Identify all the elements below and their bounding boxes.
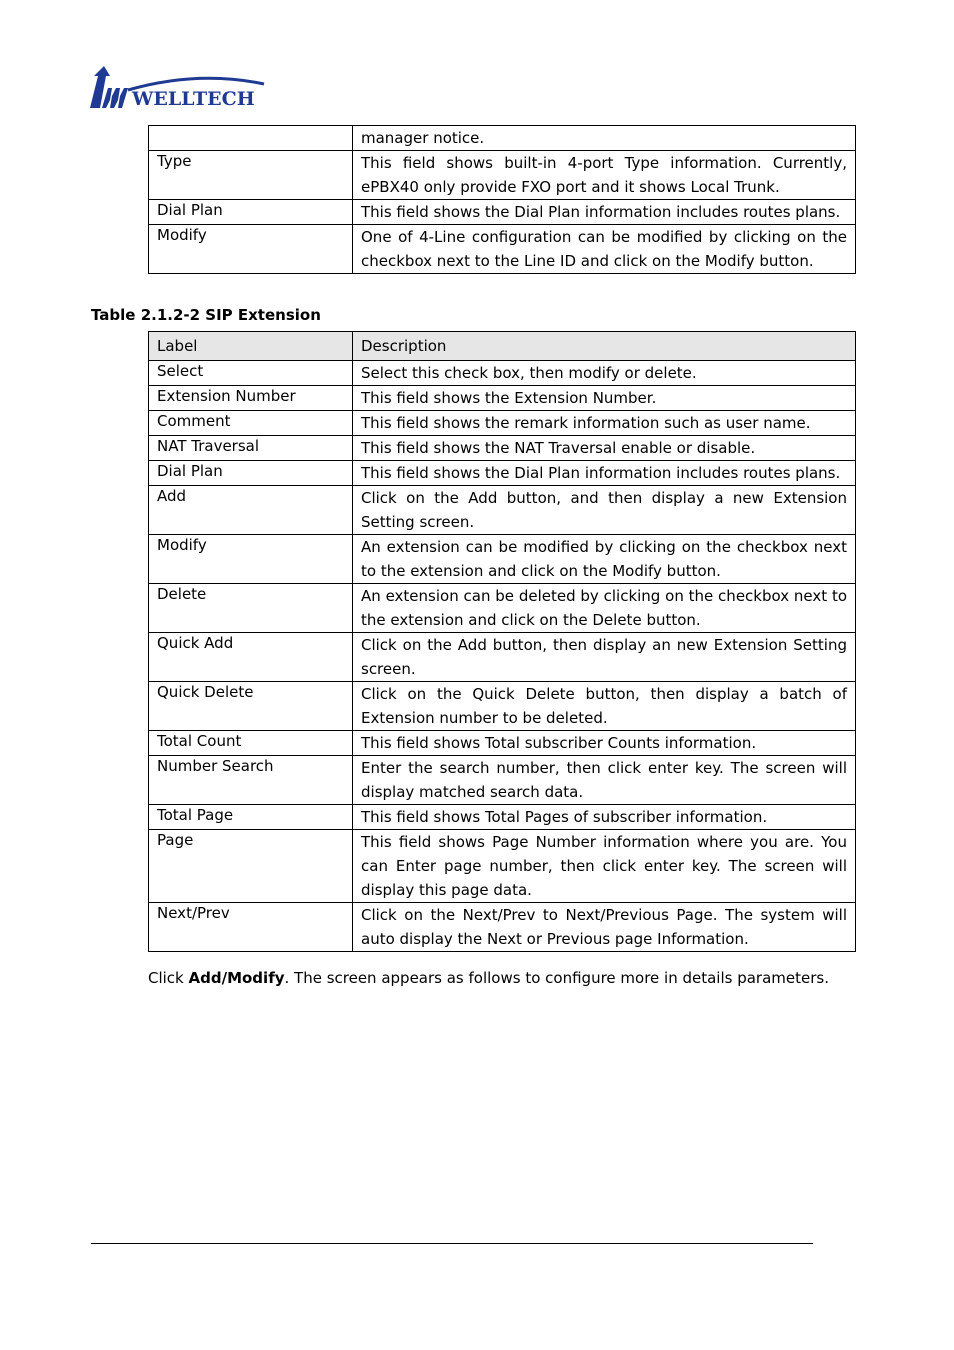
row-label: Quick Add — [149, 633, 353, 682]
row-description: This field shows Total Pages of subscriber information. — [353, 805, 856, 830]
table-row — [149, 633, 856, 682]
row-label: Select — [149, 361, 353, 386]
table-row — [149, 361, 856, 386]
welltech-logo — [88, 66, 268, 110]
svg-text:WELLTECH: WELLTECH — [132, 88, 255, 110]
row-description: Click on the Add button, and then display a new Extension Setting screen. — [353, 486, 856, 535]
row-label: Dial Plan — [149, 461, 353, 486]
row-description: This field shows the Dial Plan information includes routes plans. — [353, 461, 856, 486]
table-row — [149, 126, 856, 151]
table-row — [149, 903, 856, 952]
row-label: Dial Plan — [149, 200, 353, 225]
row-label: Quick Delete — [149, 682, 353, 731]
table-row — [149, 756, 856, 805]
row-label: Number Search — [149, 756, 353, 805]
row-description: This field shows Total subscriber Counts information. — [353, 731, 856, 756]
row-description: Enter the search number, then click enter key. The screen will display matched search data. — [353, 756, 856, 805]
table-row — [149, 584, 856, 633]
table-row — [149, 535, 856, 584]
row-label: Comment — [149, 411, 353, 436]
table-row — [149, 151, 856, 200]
table-row — [149, 731, 856, 756]
instruction-paragraph: Click Add/Modify. The screen appears as follows to configure more in details parameters. — [148, 969, 829, 987]
row-description: This field shows the Dial Plan information includes routes plans. — [353, 200, 856, 225]
table-row — [149, 386, 856, 411]
row-description: manager notice. — [353, 126, 856, 151]
table-caption: Table 2.1.2-2 SIP Extension — [91, 306, 321, 324]
header-description: Description — [353, 332, 856, 361]
row-description: Click on the Next/Prev to Next/Previous Page. The system will auto display the Next or Previous page Information. — [353, 903, 856, 952]
table-row — [149, 411, 856, 436]
row-label: Extension Number — [149, 386, 353, 411]
table-header-row — [149, 332, 856, 361]
row-description: This field shows built-in 4-port Type information. Currently, ePBX40 only provide FXO port and it shows Local Trunk. — [353, 151, 856, 200]
row-label: Add — [149, 486, 353, 535]
header-label: Label — [149, 332, 353, 361]
row-description: Click on the Quick Delete button, then display a batch of Extension number to be deleted. — [353, 682, 856, 731]
row-label: Type — [149, 151, 353, 200]
table-row — [149, 682, 856, 731]
row-description: Click on the Add button, then display an new Extension Setting screen. — [353, 633, 856, 682]
row-label: Delete — [149, 584, 353, 633]
table-row — [149, 830, 856, 903]
row-label: Next/Prev — [149, 903, 353, 952]
continued-table — [148, 125, 856, 274]
table-row — [149, 200, 856, 225]
add-modify-emphasis: Add/Modify — [188, 969, 285, 987]
row-description: This field shows the Extension Number. — [353, 386, 856, 411]
row-label: Total Count — [149, 731, 353, 756]
row-description: An extension can be deleted by clicking on the checkbox next to the extension and click on the Delete button. — [353, 584, 856, 633]
row-description: This field shows the NAT Traversal enable or disable. — [353, 436, 856, 461]
row-label — [149, 126, 353, 151]
row-description: This field shows the remark information such as user name. — [353, 411, 856, 436]
table-row — [149, 486, 856, 535]
sip-extension-table — [148, 331, 856, 952]
table-row — [149, 805, 856, 830]
row-label: Modify — [149, 225, 353, 274]
row-description: Select this check box, then modify or delete. — [353, 361, 856, 386]
row-description: This field shows Page Number information where you are. You can Enter page number, then click enter key. The screen will display this page data. — [353, 830, 856, 903]
row-label: Modify — [149, 535, 353, 584]
row-label: NAT Traversal — [149, 436, 353, 461]
row-label: Total Page — [149, 805, 353, 830]
table-row — [149, 461, 856, 486]
row-label: Page — [149, 830, 353, 903]
row-description: An extension can be modified by clicking on the checkbox next to the extension and click on the Modify button. — [353, 535, 856, 584]
row-description: One of 4-Line configuration can be modified by clicking on the checkbox next to the Line ID and click on the Modify button. — [353, 225, 856, 274]
table-row — [149, 225, 856, 274]
table-row — [149, 436, 856, 461]
footer-divider — [91, 1243, 813, 1244]
